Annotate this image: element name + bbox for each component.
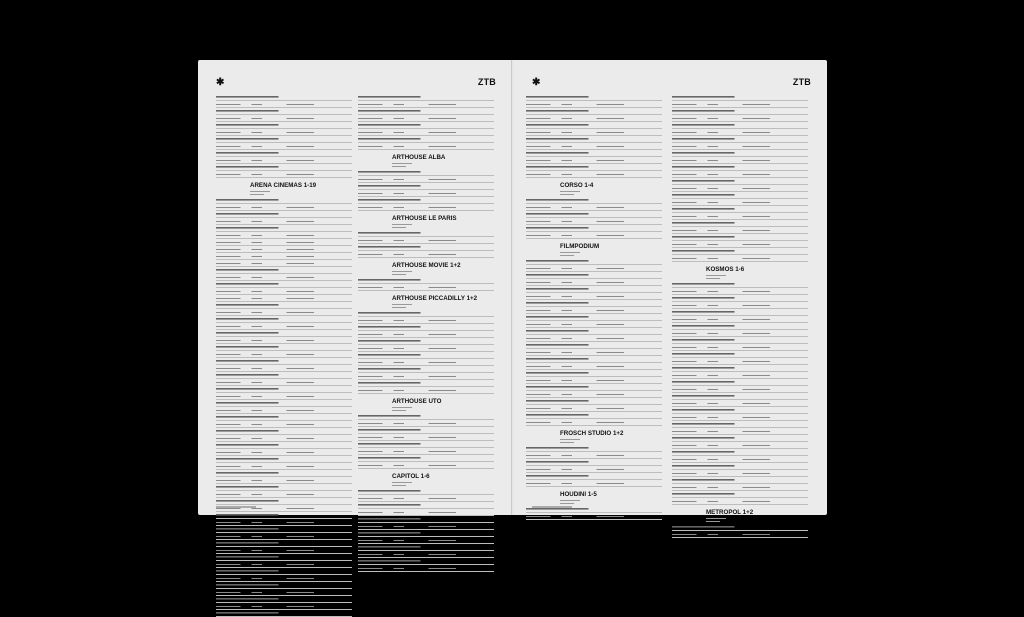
listing-row	[672, 215, 808, 220]
listing-row	[216, 248, 352, 253]
listing-column-3	[526, 96, 662, 498]
cinema-name: ARTHOUSE ALBA	[392, 154, 446, 161]
cinema-name: ARTHOUSE LE PARIS	[392, 215, 457, 222]
listing-row	[672, 131, 808, 136]
listing-row	[672, 388, 808, 393]
cinema-name: HOUDINI 1-5	[560, 491, 597, 498]
cinema-address-lines	[392, 270, 494, 276]
listing-row	[216, 402, 352, 407]
listing-row	[216, 437, 352, 442]
listing-row	[526, 234, 662, 239]
listing-row	[526, 309, 662, 314]
listing-row	[216, 318, 352, 323]
listing-row	[216, 117, 352, 122]
listing-row	[216, 605, 352, 610]
listing-row	[216, 577, 352, 582]
listing-row	[526, 274, 662, 279]
listing-row	[672, 173, 808, 178]
listing-row	[216, 173, 352, 178]
listing-row	[216, 166, 352, 171]
cinema-name: FROSCH STUDIO 1+2	[560, 430, 624, 437]
listing-row	[358, 110, 494, 115]
listing-row	[672, 465, 808, 470]
newspaper-right-page	[514, 60, 827, 515]
listing-row	[672, 360, 808, 365]
listing-row	[358, 354, 494, 359]
listing-row	[216, 556, 352, 561]
listing-row	[526, 124, 662, 129]
listing-row	[216, 374, 352, 379]
listing-row	[216, 416, 352, 421]
listing-row	[358, 368, 494, 373]
listing-row	[672, 374, 808, 379]
listing-row	[358, 185, 494, 190]
listing-row	[672, 103, 808, 108]
listing-row	[526, 393, 662, 398]
listing-row	[358, 361, 494, 366]
listing-row	[358, 319, 494, 324]
listing-row	[526, 468, 662, 473]
listing-row	[358, 333, 494, 338]
listing-row	[672, 257, 808, 262]
listing-row	[526, 295, 662, 300]
listing-row	[672, 283, 808, 288]
listing-row	[216, 241, 352, 246]
page-footer-rule	[216, 506, 256, 508]
listing-row	[358, 429, 494, 434]
listing-row	[526, 447, 662, 452]
listing-row	[526, 365, 662, 370]
listing-row	[672, 444, 808, 449]
listing-row	[672, 180, 808, 185]
listing-column-1	[216, 96, 352, 494]
listing-row	[216, 563, 352, 568]
listing-row	[672, 325, 808, 330]
listing-row	[526, 482, 662, 487]
listing-row	[526, 138, 662, 143]
listing-row	[216, 465, 352, 470]
listing-row	[358, 450, 494, 455]
listing-row	[216, 591, 352, 596]
listing-row	[672, 145, 808, 150]
cinema-address-lines	[392, 406, 494, 412]
listing-row	[672, 229, 808, 234]
listing-row	[526, 454, 662, 459]
cinema-name: FILMPODIUM	[560, 243, 600, 250]
listing-row	[672, 353, 808, 358]
listing-row	[216, 409, 352, 414]
listing-row	[216, 220, 352, 225]
listing-row	[358, 497, 494, 502]
listing-row	[358, 382, 494, 387]
listing-row	[526, 145, 662, 150]
listing-row	[526, 400, 662, 405]
listing-row	[672, 297, 808, 302]
listing-row	[672, 311, 808, 316]
listing-row	[672, 117, 808, 122]
listing-row	[358, 96, 494, 101]
cinema-address-lines	[560, 251, 662, 257]
listing-row	[358, 436, 494, 441]
listing-row	[358, 415, 494, 420]
listing-row	[216, 339, 352, 344]
listing-column-4	[672, 96, 808, 516]
listing-row	[216, 227, 352, 232]
listing-row	[526, 358, 662, 363]
listing-row	[672, 96, 808, 101]
listing-row	[672, 346, 808, 351]
listing-row	[216, 276, 352, 281]
listing-row	[216, 206, 352, 211]
listing-row	[672, 402, 808, 407]
listing-row	[216, 514, 352, 519]
cinema-name: METROPOL 1+2	[706, 509, 754, 516]
listing-row	[526, 379, 662, 384]
listing-row	[216, 152, 352, 157]
cinema-address-lines	[560, 190, 662, 196]
listing-row	[216, 388, 352, 393]
listing-row	[672, 208, 808, 213]
cinema-name: ARTHOUSE PICCADILLY 1+2	[392, 295, 478, 302]
listing-row	[672, 187, 808, 192]
listing-row	[358, 206, 494, 211]
listing-row	[526, 199, 662, 204]
listing-row	[358, 464, 494, 469]
listing-row	[216, 290, 352, 295]
listing-row	[358, 546, 494, 551]
listing-row	[672, 500, 808, 505]
listing-row	[526, 110, 662, 115]
listing-row	[216, 549, 352, 554]
listing-row	[216, 542, 352, 547]
listing-row	[216, 199, 352, 204]
listing-row	[358, 525, 494, 530]
listing-row	[526, 337, 662, 342]
listing-row	[358, 192, 494, 197]
listing-row	[216, 535, 352, 540]
listing-row	[358, 178, 494, 183]
listing-row	[358, 422, 494, 427]
listing-row	[526, 475, 662, 480]
listing-row	[358, 457, 494, 462]
listing-row	[672, 367, 808, 372]
listing-row	[358, 532, 494, 537]
listing-row	[216, 360, 352, 365]
cinema-address-lines	[250, 190, 352, 196]
listing-row	[526, 386, 662, 391]
listing-row	[358, 138, 494, 143]
listing-row	[358, 312, 494, 317]
listing-row	[526, 173, 662, 178]
listing-row	[358, 389, 494, 394]
listing-row	[216, 500, 352, 505]
listing-row	[358, 347, 494, 352]
listing-row	[216, 262, 352, 267]
listing-row	[526, 281, 662, 286]
listing-row	[526, 131, 662, 136]
listing-row	[672, 243, 808, 248]
listing-row	[358, 504, 494, 509]
page-footer-rule	[532, 506, 572, 508]
listing-row	[216, 486, 352, 491]
listing-row	[526, 220, 662, 225]
listing-row	[526, 213, 662, 218]
listing-row	[216, 395, 352, 400]
listing-row	[672, 152, 808, 157]
listing-row	[672, 138, 808, 143]
listing-row	[526, 515, 662, 520]
listing-row	[358, 518, 494, 523]
listing-row	[672, 416, 808, 421]
listing-row	[216, 145, 352, 150]
cinema-name: ARTHOUSE UTO	[392, 398, 442, 405]
listing-row	[526, 330, 662, 335]
listing-row	[358, 560, 494, 565]
cinema-address-lines	[392, 303, 494, 309]
cinema-address-lines	[392, 481, 494, 487]
listing-row	[216, 493, 352, 498]
listing-row	[526, 344, 662, 349]
listing-row	[358, 253, 494, 258]
listing-row	[672, 250, 808, 255]
listing-row	[216, 528, 352, 533]
listing-row	[358, 539, 494, 544]
listing-row	[358, 103, 494, 108]
listing-row	[216, 131, 352, 136]
listing-row	[216, 110, 352, 115]
listing-row	[526, 302, 662, 307]
page-header	[198, 76, 512, 92]
listing-row	[358, 567, 494, 572]
listing-row	[672, 304, 808, 309]
listing-row	[358, 279, 494, 284]
listing-row	[672, 124, 808, 129]
listing-row	[672, 409, 808, 414]
listing-row	[216, 598, 352, 603]
listing-row	[358, 239, 494, 244]
listing-row	[216, 325, 352, 330]
listing-row	[672, 332, 808, 337]
listing-row	[526, 351, 662, 356]
listing-row	[216, 124, 352, 129]
listing-row	[672, 486, 808, 491]
cinema-address-lines	[392, 223, 494, 229]
listing-row	[216, 444, 352, 449]
listing-row	[526, 372, 662, 377]
listing-row	[526, 159, 662, 164]
listing-row	[358, 553, 494, 558]
listing-row	[358, 124, 494, 129]
listing-row	[672, 451, 808, 456]
listing-row	[526, 206, 662, 211]
brand-title: ZTB	[477, 77, 496, 87]
listing-row	[358, 232, 494, 237]
listing-row	[216, 332, 352, 337]
listing-row	[526, 407, 662, 412]
listing-row	[672, 236, 808, 241]
listing-row	[216, 213, 352, 218]
cinema-name: CAPITOL 1-6	[392, 473, 430, 480]
listing-row	[216, 159, 352, 164]
listing-column-2	[358, 96, 494, 494]
listing-row	[358, 443, 494, 448]
listing-row	[672, 222, 808, 227]
brand-title: ZTB	[792, 77, 811, 87]
listing-row	[526, 96, 662, 101]
listing-row	[672, 290, 808, 295]
listing-row	[672, 472, 808, 477]
listing-row	[526, 267, 662, 272]
listing-row	[526, 103, 662, 108]
listing-row	[672, 437, 808, 442]
listing-row	[216, 423, 352, 428]
listing-row	[216, 612, 352, 617]
cinema-name: CORSO 1-4	[560, 182, 594, 189]
listing-row	[216, 479, 352, 484]
listing-row	[672, 201, 808, 206]
listing-row	[672, 339, 808, 344]
cinema-address-lines	[560, 438, 662, 444]
listing-row	[216, 570, 352, 575]
listing-row	[358, 199, 494, 204]
listing-row	[526, 260, 662, 265]
cinema-name: ARTHOUSE MOVIE 1+2	[392, 262, 461, 269]
cinema-name: KOSMOS 1-6	[706, 266, 745, 273]
cinema-name: ARENA CINEMAS 1-19	[250, 182, 317, 189]
listing-row	[216, 269, 352, 274]
listing-row	[216, 458, 352, 463]
listing-row	[526, 421, 662, 426]
listing-row	[358, 286, 494, 291]
listing-row	[672, 533, 808, 538]
listing-row	[358, 490, 494, 495]
listing-row	[216, 283, 352, 288]
logo-icon: ✱	[532, 77, 541, 88]
listing-row	[216, 451, 352, 456]
listing-row	[672, 194, 808, 199]
listing-row	[216, 346, 352, 351]
listing-row	[672, 458, 808, 463]
listing-row	[672, 318, 808, 323]
listing-row	[216, 304, 352, 309]
listing-row	[672, 166, 808, 171]
listing-row	[216, 367, 352, 372]
listing-row	[216, 96, 352, 101]
listing-row	[358, 117, 494, 122]
listing-row	[526, 152, 662, 157]
listing-row	[358, 326, 494, 331]
listing-row	[526, 166, 662, 171]
page-header	[514, 76, 827, 92]
listing-row	[216, 381, 352, 386]
listing-row	[358, 375, 494, 380]
listing-row	[358, 171, 494, 176]
cinema-address-lines	[392, 162, 494, 168]
listing-row	[216, 353, 352, 358]
listing-row	[672, 423, 808, 428]
listing-row	[216, 311, 352, 316]
listing-row	[526, 227, 662, 232]
listing-row	[216, 103, 352, 108]
listing-row	[526, 461, 662, 466]
listing-row	[358, 340, 494, 345]
listing-row	[672, 526, 808, 531]
listing-row	[216, 297, 352, 302]
listing-row	[358, 145, 494, 150]
listing-row	[672, 381, 808, 386]
cinema-address-lines	[706, 517, 808, 523]
listing-row	[526, 508, 662, 513]
listing-row	[672, 159, 808, 164]
listing-row	[216, 138, 352, 143]
listing-row	[526, 414, 662, 419]
listing-row	[216, 521, 352, 526]
listing-row	[216, 430, 352, 435]
listing-row	[672, 395, 808, 400]
logo-icon: ✱	[216, 77, 225, 88]
listing-row	[526, 323, 662, 328]
listing-row	[672, 110, 808, 115]
listing-row	[216, 472, 352, 477]
listing-row	[526, 117, 662, 122]
listing-row	[672, 493, 808, 498]
listing-row	[216, 255, 352, 260]
listing-row	[672, 430, 808, 435]
listing-row	[526, 288, 662, 293]
listing-row	[526, 316, 662, 321]
listing-row	[216, 234, 352, 239]
listing-row	[358, 131, 494, 136]
listing-row	[216, 584, 352, 589]
cinema-address-lines	[560, 499, 662, 505]
listing-row	[672, 479, 808, 484]
cinema-address-lines	[706, 274, 808, 280]
listing-row	[358, 246, 494, 251]
listing-row	[358, 511, 494, 516]
newspaper-left-page	[198, 60, 512, 515]
